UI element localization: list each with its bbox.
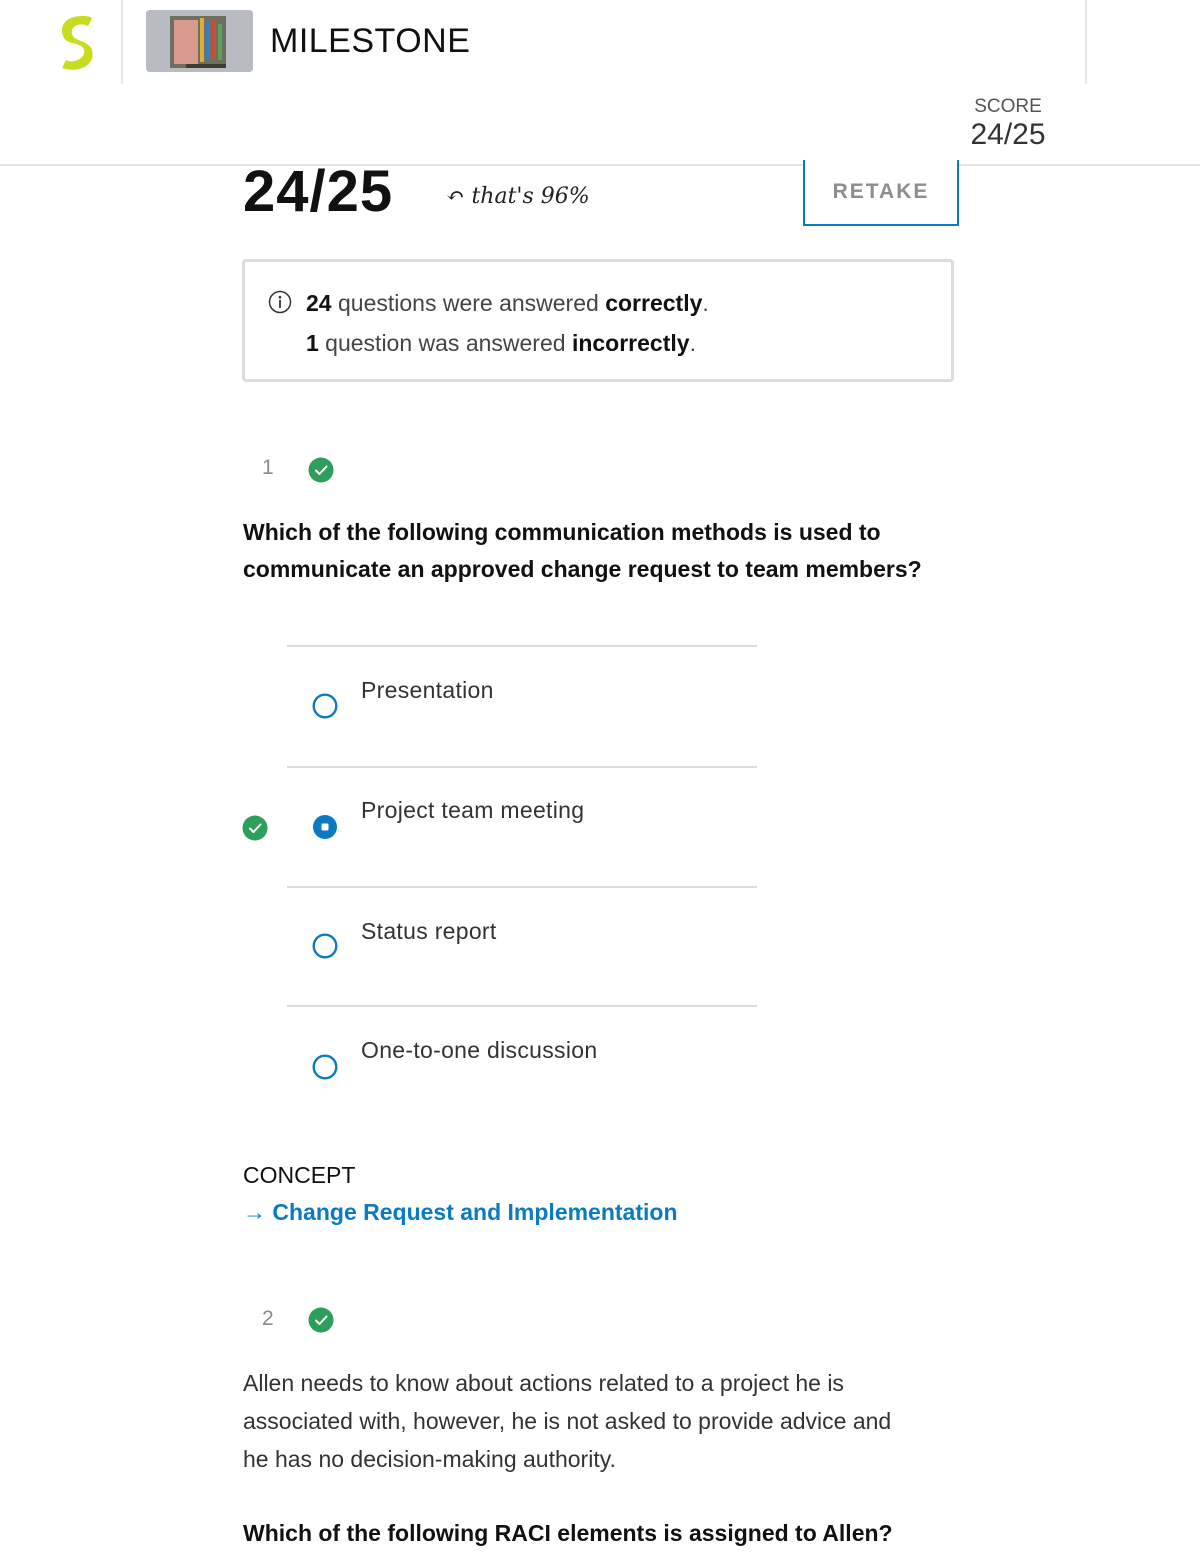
summary-incorrect-line: [306, 330, 696, 357]
header-divider: [121, 0, 123, 84]
option-label[interactable]: Presentation: [361, 677, 494, 703]
question-number: 1: [262, 456, 274, 479]
big-score: 24/25: [243, 159, 394, 224]
option-label[interactable]: Project team meeting: [361, 797, 585, 823]
arrow-right-icon: →: [243, 1199, 266, 1225]
top-header: [0, 0, 1200, 166]
option-divider: [287, 886, 757, 888]
summary-correct-line: [306, 290, 709, 317]
arrow-left-icon: ↶: [446, 184, 465, 209]
course-thumbnail: [146, 10, 253, 72]
question-scenario: Allen needs to know about actions related to a project he is associated with, however, he is not asked to provide advice and he has no decision-making authority.: [243, 1370, 892, 1472]
concept-link[interactable]: [243, 1199, 678, 1226]
radio-selected-icon[interactable]: [312, 814, 338, 840]
score-value: 24/25: [970, 118, 1046, 151]
concept-link-text[interactable]: Change Request and Implementation: [272, 1199, 678, 1225]
correct-period: .: [702, 290, 709, 316]
radio-unselected-icon[interactable]: [312, 693, 338, 719]
info-icon: [268, 290, 292, 314]
incorrect-period: .: [689, 330, 696, 356]
sophia-logo-icon[interactable]: [52, 12, 102, 72]
retake-button[interactable]: RETAKE: [803, 160, 959, 226]
option-divider: [287, 1005, 757, 1007]
incorrect-count: 1: [306, 330, 319, 356]
correct-word: correctly: [605, 290, 703, 316]
option-divider: [287, 766, 757, 768]
score-percent-note: [446, 184, 590, 209]
summary-box: [242, 259, 954, 382]
radio-unselected-icon[interactable]: [312, 1054, 338, 1080]
correct-count: 24: [306, 290, 332, 316]
incorrect-word: incorrectly: [571, 330, 690, 356]
score-percent-text: that's 96%: [471, 184, 590, 209]
radio-unselected-icon[interactable]: [312, 933, 338, 959]
option-label[interactable]: One-to-one discussion: [361, 1037, 598, 1063]
option-divider: [287, 645, 757, 647]
option-label[interactable]: Status report: [361, 918, 497, 944]
correct-check-icon: [308, 457, 334, 483]
correct-text: questions were answered: [331, 290, 606, 316]
concept-label: CONCEPT: [243, 1162, 356, 1188]
app-title: MILESTONE: [270, 22, 471, 60]
header-divider-right: [1085, 0, 1087, 84]
question-prompt: Which of the following communication methods is used to communicate an approved change request to team members?: [243, 519, 922, 582]
question-prompt: Which of the following RACI elements is assigned to Allen?: [243, 1520, 893, 1546]
question-number: 2: [262, 1307, 274, 1330]
correct-check-icon: [308, 1307, 334, 1333]
incorrect-text: question was answered: [318, 330, 572, 356]
correct-answer-check-icon: [242, 815, 268, 841]
score-label: SCORE: [974, 96, 1042, 117]
